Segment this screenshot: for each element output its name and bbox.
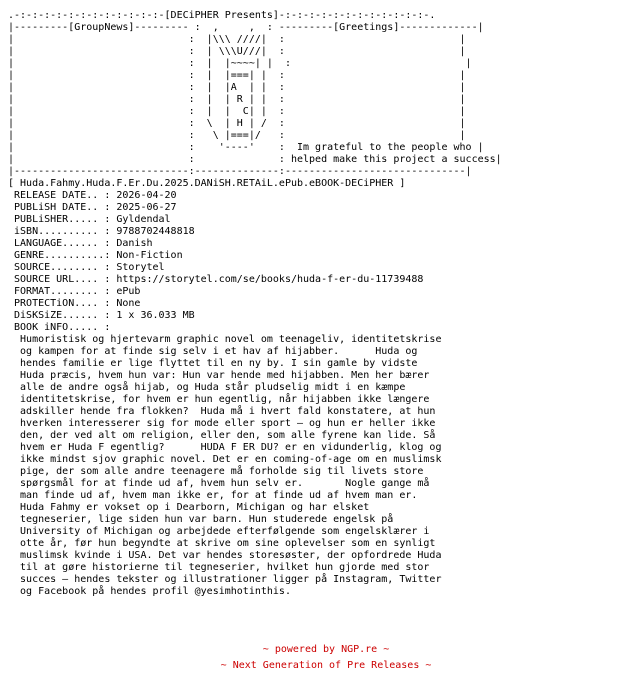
nfo-line: otte år, før hun begyndte at skrive om sine oplevelser som en synligt xyxy=(8,538,436,549)
nfo-text-block xyxy=(8,10,502,598)
nfo-line: | : \ | H | / : | xyxy=(8,118,466,129)
nfo-line: BOOK iNFO..... : xyxy=(8,322,111,333)
nfo-line: SOURCE URL.... : https://storytel.com/se/books/huda-f-er-du-11739488 xyxy=(8,274,424,285)
nfo-line: | : | |A | | : | xyxy=(8,82,466,93)
footer-powered-by-link[interactable]: ~ powered by NGP.re ~ xyxy=(262,644,390,655)
nfo-line: Huda præcis, hvem hun var: Hun var hende med hijabben. Men her bærer xyxy=(8,370,430,381)
nfo-line: |-----------------------------:--------------:------------------------------| xyxy=(8,166,472,177)
footer-tagline xyxy=(0,648,640,672)
nfo-line: PROTECTiON.... : None xyxy=(8,298,141,309)
nfo-line: GENRE..........: Non-Fiction xyxy=(8,250,183,261)
nfo-line: man finde ud af, hvem man ikke er, for at finde ud af hvem man er. xyxy=(8,490,418,501)
nfo-line: pige, der som alle andre teenagere må forholde sig til livets store xyxy=(8,466,424,477)
nfo-line: | : | | C| | : | xyxy=(8,106,466,117)
nfo-line: SOURCE........ : Storytel xyxy=(8,262,165,273)
nfo-line: FORMAT........ : ePub xyxy=(8,286,141,297)
nfo-line: | : '----' : Im grateful to the people who | xyxy=(8,142,484,153)
nfo-line: LANGUAGE...... : Danish xyxy=(8,238,153,249)
nfo-line: hendes familie er lige flyttet til en ny by. I sin gamle by vidste xyxy=(8,358,418,369)
footer-tagline-link[interactable]: ~ Next Generation of Pre Releases ~ xyxy=(220,660,432,671)
nfo-line: ikke mindst sjov graphic novel. Det er en coming-of-age om en muslimsk xyxy=(8,454,442,465)
nfo-line: tegneserier, lige siden hun var barn. Hun studerede engelsk på xyxy=(8,514,394,525)
nfo-line: |---------[GroupNews]--------- : , , : ---------[Greetings]-------------| xyxy=(8,22,484,33)
nfo-line: | : | | R | | : | xyxy=(8,94,466,105)
nfo-line: adskiller hende fra flokken? Huda må i hvert fald konstatere, at hun xyxy=(8,406,436,417)
nfo-line: og Facebook på hendes profil @yesimhotinthis. xyxy=(8,586,291,597)
nfo-line: | : \ |===|/ : | xyxy=(8,130,466,141)
nfo-line: muslimsk kvinde i USA. Det var hendes storesøster, der opfordrede Huda xyxy=(8,550,442,561)
nfo-line: iSBN.......... : 9788702448818 xyxy=(8,226,195,237)
nfo-line: | : | |~~~~| | : | xyxy=(8,58,472,69)
nfo-line: PUBLiSHER..... : Gyldendal xyxy=(8,214,171,225)
nfo-line: Humoristisk og hjertevarm graphic novel om teenageliv, identitetskrise xyxy=(8,334,442,345)
nfo-line: succes – hendes tekster og illustrationer ligger på Instagram, Twitter xyxy=(8,574,442,585)
nfo-line: og kampen for at finde sig selv i et hav af hijabber. Huda og xyxy=(8,346,418,357)
nfo-line: | : : helped make this project a success| xyxy=(8,154,502,165)
nfo-line: PUBLiSH DATE.. : 2025-06-27 xyxy=(8,202,177,213)
nfo-line: Huda Fahmy er vokset op i Dearborn, Michigan og har elsket xyxy=(8,502,370,513)
nfo-line: spørgsmål for at finde ud af, hvem hun selv er. Nogle gange må xyxy=(8,478,430,489)
nfo-line: hverken interesserer sig for mode eller sport – og hun er heller ikke xyxy=(8,418,436,429)
nfo-line: [ Huda.Fahmy.Huda.F.Er.Du.2025.DANiSH.RETAiL.ePub.eBOOK-DECiPHER ] xyxy=(8,178,406,189)
nfo-line: alle de andre også hijab, og Huda står pludselig midt i en kæmpe xyxy=(8,382,406,393)
nfo-line: | : | |===| | : | xyxy=(8,70,466,81)
nfo-line: | : | \\\U///| : | xyxy=(8,46,466,57)
nfo-line: University of Michigan og arbejdede efterfølgende som engelsklærer i xyxy=(8,526,430,537)
nfo-line: RELEASE DATE.. : 2026-04-20 xyxy=(8,190,177,201)
nfo-line: .-:-:-:-:-:-:-:-:-:-:-:-:-[DECiPHER Presents]-:-:-:-:-:-:-:-:-:-:-:-:-. xyxy=(8,10,436,21)
nfo-line: til at gøre historierne til tegneserier, hvilket hun gjorde med stor xyxy=(8,562,430,573)
nfo-line: | : |\\\ ////| : | xyxy=(8,34,466,45)
nfo-line: DiSKSiZE...... : 1 x 36.033 MB xyxy=(8,310,195,321)
nfo-line: identitetskrise, for hvem er hun egentlig, når hijabben ikke længere xyxy=(8,394,430,405)
nfo-line: den, der ved alt om religion, eller den, som alle fyrene kan lide. Så xyxy=(8,430,436,441)
nfo-line: hvem er Huda F egentlig? HUDA F ER DU? er en vidunderlig, klog og xyxy=(8,442,442,453)
